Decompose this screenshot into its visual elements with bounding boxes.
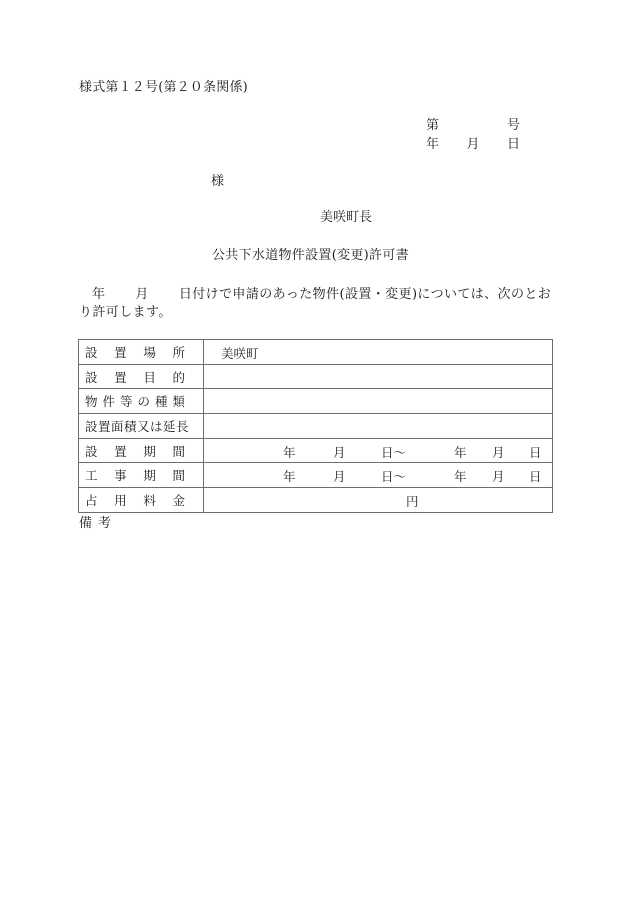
row-value-purpose [204, 364, 553, 389]
document-title: 公共下水道物件設置(変更)許可書 [212, 248, 409, 263]
date-day: 日 [506, 137, 520, 152]
permit-table [78, 339, 553, 513]
row-label-purpose: 設 置 目 的 [79, 364, 204, 389]
doc-number-prefix: 第 [426, 118, 440, 133]
issuer: 美咲町長 [320, 210, 373, 225]
row-label-area-length: 設置面積又は延長 [79, 414, 204, 439]
row-label-installation-period: 設 置 期 間 [79, 438, 204, 463]
row-label-occupancy-fee: 占 用 料 金 [79, 488, 204, 513]
issue-date [426, 137, 520, 153]
document-number [426, 118, 520, 134]
row-value-installation-period: 年 月 日～ 年 月 日 [204, 438, 553, 463]
row-label-location: 設 置 場 所 [79, 340, 204, 365]
row-value-occupancy-fee: 円 [204, 488, 553, 513]
addressee: 様 [211, 174, 225, 189]
doc-number-suffix: 号 [506, 118, 520, 133]
remarks-label: 備考 [79, 516, 118, 531]
table-row [79, 389, 553, 414]
row-label-construction-period: 工 事 期 間 [79, 463, 204, 488]
date-year: 年 [426, 137, 440, 152]
table-row [79, 364, 553, 389]
table-row [79, 463, 553, 488]
row-value-area-length [204, 414, 553, 439]
body-year: 年 [92, 287, 106, 302]
table-row [79, 488, 553, 513]
row-value-construction-period: 年 月 日～ 年 月 日 [204, 463, 553, 488]
body-sentence: 日付けで申請のあった物件(設置・変更)については、次のとおり許可します。 [79, 287, 552, 320]
table-row [79, 414, 553, 439]
table-row [79, 438, 553, 463]
date-month: 月 [466, 137, 480, 152]
row-value-location: 美咲町 [204, 340, 553, 365]
body-text [79, 286, 555, 322]
body-month: 月 [135, 287, 149, 302]
row-value-item-type [204, 389, 553, 414]
form-number: 様式第１２号(第２０条関係) [79, 80, 248, 95]
table-row [79, 340, 553, 365]
row-label-item-type: 物 件 等 の 種 類 [79, 389, 204, 414]
